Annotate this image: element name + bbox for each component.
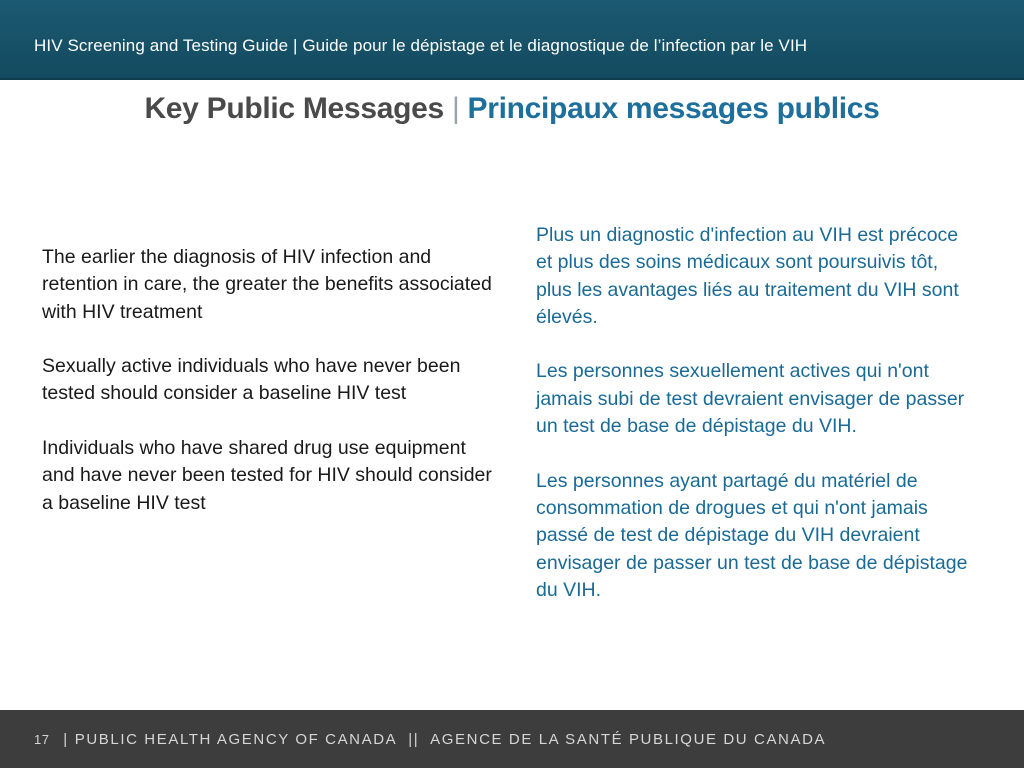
agency-name-english: PUBLIC HEALTH AGENCY OF CANADA — [74, 731, 397, 748]
footer — [34, 731, 826, 748]
english-messages-column — [42, 244, 492, 544]
english-message-1: The earlier the diagnosis of HIV infection and retention in care, the greater the benefits associated with HIV treatment — [42, 246, 492, 323]
slide-title-english: Key Public Messages — [144, 92, 444, 125]
english-message-2: Sexually active individuals who have never been tested should consider a baseline HIV test — [42, 355, 461, 405]
slide-title-french: Principaux messages publics — [467, 92, 880, 125]
header-title: HIV Screening and Testing Guide | Guide pour le dépistage et le diagnostique de l’infection par le VIH — [34, 36, 808, 55]
french-message-3: Les personnes ayant partagé du matériel de consommation de drogues et qui n'ont jamais passé de test de dépistage du VIH devraient envisager de passer un test de base de dépistage du VIH. — [536, 469, 968, 601]
slide-title-separator: | — [451, 92, 460, 125]
english-message-3: Individuals who have shared drug use equipment and have never been tested for HIV should consider a baseline HIV test — [42, 437, 492, 514]
slide-title — [0, 92, 1024, 126]
footer-double-separator: || — [408, 731, 420, 748]
page-number: 17 — [34, 732, 50, 747]
french-message-1: Plus un diagnostic d'infection au VIH est précoce et plus des soins médicaux sont poursuivis tôt, plus les avantages liés au traitement du VIH sont élevés. — [536, 224, 959, 328]
agency-name-french: AGENCE DE LA SANTÉ PUBLIQUE DU CANADA — [430, 731, 827, 748]
footer-separator: | — [63, 731, 69, 748]
french-message-2: Les personnes sexuellement actives qui n'ont jamais subi de test devraient envisager de passer un test de base de dépistage du VIH. — [536, 360, 965, 438]
french-messages-column — [536, 222, 976, 631]
